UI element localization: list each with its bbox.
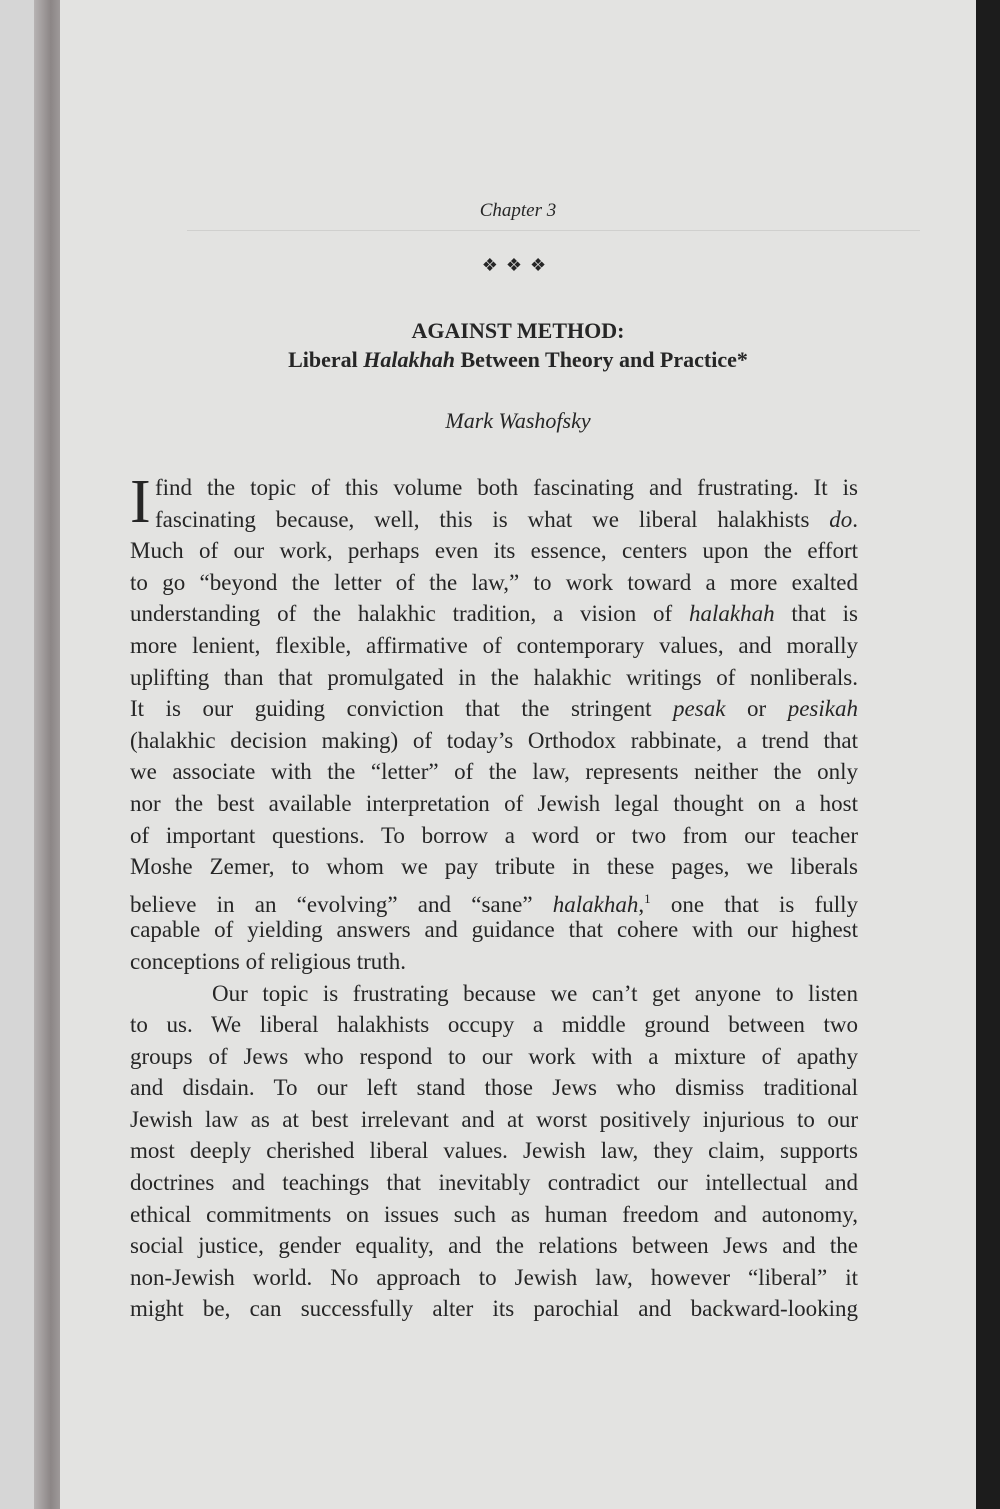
text-line xyxy=(130,598,858,630)
text-segment: . xyxy=(852,506,858,532)
text-segment: one that is fully xyxy=(650,891,859,917)
text-segment: capable of yielding answers and guidance that cohere with our highest xyxy=(130,917,858,943)
text-line xyxy=(130,662,858,694)
text-line xyxy=(130,630,858,662)
text-segment: find the topic of this volume both fascinating and frustrating. It is xyxy=(155,475,858,500)
text-segment: nor the best available interpretation of Jewish legal thought on a host xyxy=(130,790,858,816)
text-line xyxy=(130,504,858,536)
text-segment: or xyxy=(725,696,788,722)
text-line xyxy=(130,693,858,725)
text-segment: do xyxy=(829,506,853,532)
text-line xyxy=(130,851,858,883)
text-line xyxy=(130,1293,858,1325)
text-line xyxy=(130,1262,858,1294)
text-line xyxy=(130,1009,858,1041)
text-segment: halakhah xyxy=(689,601,775,627)
text-line xyxy=(130,1104,858,1136)
text-line xyxy=(130,788,858,820)
subtitle-prefix: Liberal xyxy=(288,347,364,372)
text-line xyxy=(130,725,858,757)
header-rule xyxy=(187,230,920,231)
text-segment: non-Jewish world. No approach to Jewish law, however “liberal” it xyxy=(130,1264,858,1290)
text-segment: and disdain. To our left stand those Jews who dismiss traditional xyxy=(130,1075,858,1101)
text-segment: Jewish law as at best irrelevant and at worst positively injurious to our xyxy=(130,1106,858,1132)
text-segment: doctrines and teachings that inevitably contradict our intellectual and xyxy=(130,1170,858,1196)
text-segment: understanding of the halakhic tradition, a vision of xyxy=(130,601,689,627)
text-segment: to go “beyond the letter of the law,” to work toward a more exalted xyxy=(130,569,858,595)
text-segment: pesikah xyxy=(787,696,858,722)
text-line xyxy=(130,883,858,915)
text-line xyxy=(130,567,858,599)
text-segment: halakhah xyxy=(552,891,639,917)
subtitle-suffix: Between Theory and Practice* xyxy=(455,347,748,372)
text-line xyxy=(130,914,858,946)
text-segment: of important questions. To borrow a word or two from our teacher xyxy=(130,822,858,848)
footnote-marker: 1 xyxy=(644,890,651,906)
text-segment: to us. We liberal halakhists occupy a middle ground between two xyxy=(130,1012,858,1038)
text-line xyxy=(130,1199,858,1231)
text-segment: fascinating because, well, this is what we liberal halakhists xyxy=(155,506,830,532)
text-segment: social justice, gender equality, and the relations between Jews and the xyxy=(130,1233,858,1259)
drop-cap: I xyxy=(130,468,151,536)
subtitle-italic: Halakhah xyxy=(363,347,455,372)
text-segment: Moshe Zemer, to whom we pay tribute in these pages, we liberals xyxy=(130,854,858,880)
text-segment: It is our guiding conviction that the stringent xyxy=(130,696,674,722)
text-segment: that is xyxy=(774,601,858,627)
text-line xyxy=(130,535,858,567)
text-line xyxy=(130,1072,858,1104)
chapter-subtitle xyxy=(60,347,976,373)
text-segment: we associate with the “letter” of the law, represents neither the only xyxy=(130,759,858,785)
text-segment: (halakhic decision making) of today’s Orthodox rabbinate, a trend that xyxy=(130,727,858,753)
text-line xyxy=(130,1230,858,1262)
text-segment: groups of Jews who respond to our work with a mixture of apathy xyxy=(130,1043,858,1069)
text-segment: most deeply cherished liberal values. Jewish law, they claim, supports xyxy=(130,1138,858,1164)
book-gutter xyxy=(34,0,62,1509)
text-segment: uplifting than that promulgated in the halakhic writings of nonliberals. xyxy=(130,664,858,690)
text-segment: pesak xyxy=(673,696,726,722)
text-segment: Much of our work, perhaps even its essence, centers upon the effort xyxy=(130,538,858,564)
author-name: Mark Washofsky xyxy=(445,408,591,433)
text-line xyxy=(130,946,858,978)
text-line xyxy=(130,978,858,1010)
running-head: Chapter 3 xyxy=(479,200,557,221)
chapter-title: AGAINST METHOD: xyxy=(411,318,625,343)
text-line xyxy=(130,1041,858,1073)
text-segment: ethical commitments on issues such as human freedom and autonomy, xyxy=(130,1201,858,1227)
text-line xyxy=(130,1135,858,1167)
diamond-ornament-icon: ❖❖❖ xyxy=(481,255,555,275)
text-segment: more lenient, flexible, affirmative of contemporary values, and morally xyxy=(130,632,858,658)
text-line xyxy=(130,820,858,852)
text-segment: , xyxy=(638,891,645,917)
text-line xyxy=(130,756,858,788)
text-line xyxy=(130,472,858,504)
text-segment: might be, can successfully alter its parochial and backward-looking xyxy=(130,1296,858,1322)
text-segment: Our topic is frustrating because we can’t get anyone to listen xyxy=(212,980,858,1006)
previous-page-edge xyxy=(0,0,36,1509)
text-line xyxy=(130,1167,858,1199)
text-segment: believe in an “evolving” and “sane” xyxy=(130,891,553,917)
text-segment: conceptions of religious truth. xyxy=(130,948,406,974)
body-text xyxy=(130,468,859,1325)
